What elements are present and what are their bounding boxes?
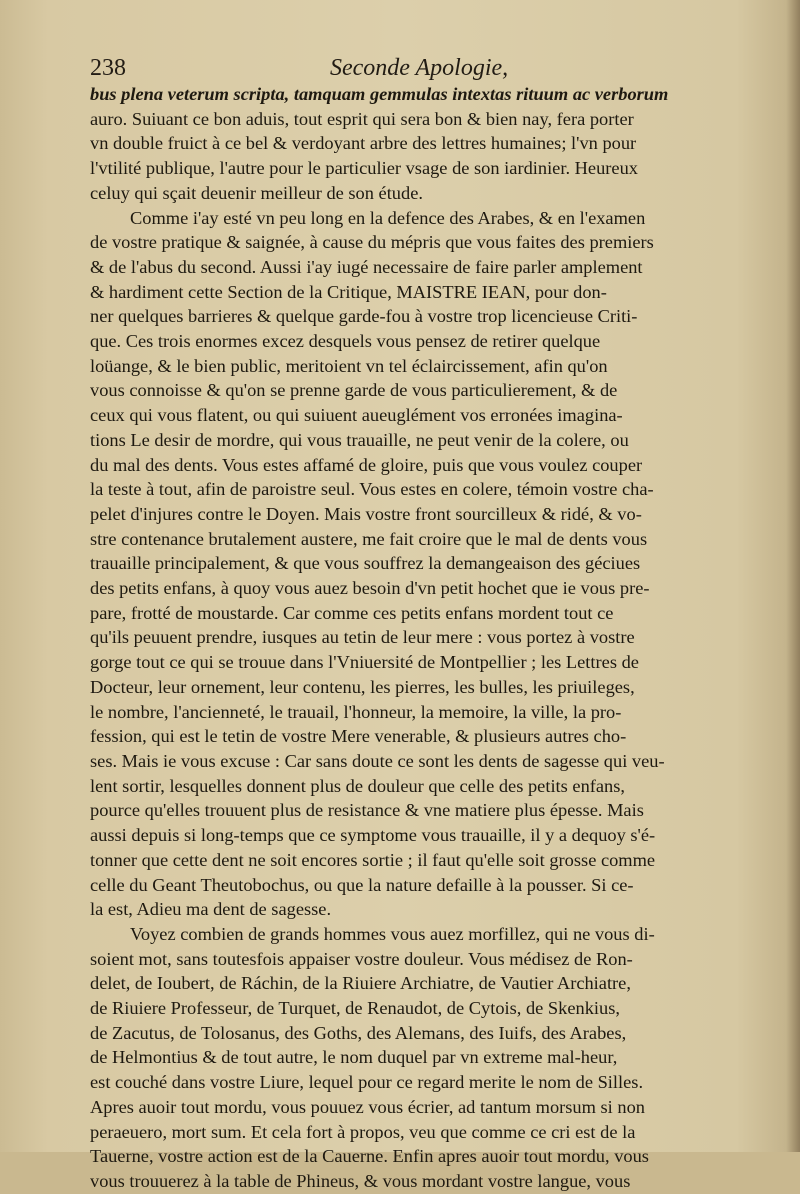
text-line: trauaille principalement, & que vous souffrez la demangeaison des géciues bbox=[90, 553, 641, 574]
text-line: que. Ces trois enormes excez desquels vous pensez de retirer quelque bbox=[90, 331, 601, 352]
text-line: celuy qui sçait deuenir meilleur de son étude. bbox=[90, 182, 423, 203]
text-line: celle du Geant Theutobochus, ou que la nature defaille à la pousser. Si ce- bbox=[90, 874, 634, 895]
text-line: la est, Adieu ma dent de sagesse. bbox=[90, 899, 332, 920]
page-number: 238 bbox=[90, 55, 126, 81]
text-line: est couché dans vostre Liure, lequel pour ce regard merite le nom de Silles. bbox=[90, 1072, 644, 1093]
text-line: ner quelques barrieres & quelque garde-fou à vostre trop licencieuse Criti- bbox=[90, 306, 638, 327]
text-line: vn double fruict à ce bel & verdoyant arbre des lettres humaines; l'vn pour bbox=[90, 133, 637, 154]
text-line: fession, qui est le tetin de vostre Mere venerable, & plusieurs autres cho- bbox=[90, 726, 627, 747]
text-line: tonner que cette dent ne soit encores sortie ; il faut qu'elle soit grosse comme bbox=[90, 849, 656, 870]
text-line: pare, frotté de moustarde. Car comme ces petits enfans mordent tout ce bbox=[90, 602, 614, 623]
text-line: Apres auoir tout mordu, vous pouuez vous écrier, ad tantum morsum si non bbox=[90, 1096, 645, 1117]
text-line: tions Le desir de mordre, qui vous trauaille, ne peut venir de la colere, ou bbox=[90, 429, 629, 450]
text-line: qu'ils peuuent prendre, iusques au tetin de leur mere : vous portez à vostre bbox=[90, 627, 635, 648]
text-line: de Helmontius & de tout autre, le nom duquel par vn extreme mal-heur, bbox=[90, 1047, 618, 1068]
text-line: stre contenance brutalement austere, me fait croire que le mal de dents vous bbox=[90, 528, 648, 549]
text-line: ceux qui vous flatent, ou qui suiuent aueuglément vos erronées imagina- bbox=[90, 405, 623, 426]
text-line: lent sortir, lesquelles donnent plus de douleur que celle des petits enfans, bbox=[90, 775, 626, 796]
text-line: Tauerne, vostre action est de la Cauerne. Enfin apres auoir tout mordu, vous bbox=[90, 1146, 649, 1167]
text-line: ses. Mais ie vous excuse : Car sans doute ce sont les dents de sagesse qui veu- bbox=[90, 750, 665, 771]
text-line: de vostre pratique & saignée, à cause du mépris que vous faites des premiers bbox=[90, 232, 654, 253]
text-line: Docteur, leur ornement, leur contenu, les pierres, les bulles, les priuileges, bbox=[90, 676, 635, 697]
text-line: loüange, & le bien public, meritoient vn tel éclaircissement, afin qu'on bbox=[90, 355, 608, 376]
text-line: & de l'abus du second. Aussi i'ay iugé necessaire de faire parler amplement bbox=[90, 256, 643, 277]
text-line: auro. Suiuant ce bon aduis, tout esprit qui sera bon & bien nay, fera porter bbox=[90, 108, 634, 129]
text-line: Comme i'ay esté vn peu long en la defence des Arabes, & en l'examen bbox=[130, 207, 646, 228]
text-line: du mal des dents. Vous estes affamé de gloire, puis que vous voulez couper bbox=[90, 454, 643, 475]
text-line: de Zacutus, de Tolosanus, des Goths, des Alemans, des Iuifs, des Arabes, bbox=[90, 1022, 627, 1043]
text-line: pelet d'injures contre le Doyen. Mais vostre front sourcilleux & ridé, & vo- bbox=[90, 503, 642, 524]
text-line: gorge tout ce qui se trouue dans l'Vniuersité de Montpellier ; les Lettres de bbox=[90, 652, 639, 673]
text-line: soient mot, sans toutesfois appaiser vostre douleur. Vous médisez de Ron- bbox=[90, 948, 633, 969]
text-line: la teste à tout, afin de paroistre seul. Vous estes en colere, témoin vostre cha- bbox=[90, 479, 654, 500]
running-title: Seconde Apologie, bbox=[330, 55, 509, 81]
text-line: le nombre, l'ancienneté, le trauail, l'honneur, la memoire, la ville, la pro- bbox=[90, 701, 622, 722]
text-line: des petits enfans, à quoy vous auez besoin d'vn petit hochet que ie vous pre- bbox=[90, 578, 650, 599]
text-line: Voyez combien de grands hommes vous auez morfillez, qui ne vous di- bbox=[130, 923, 655, 944]
text-line: l'vtilité publique, l'autre pour le particulier vsage de son iardinier. Heureux bbox=[90, 158, 638, 179]
text-line: aussi depuis si long-temps que ce symptome vous trauaille, il y a dequoy s'é- bbox=[90, 825, 656, 846]
text-line: & hardiment cette Section de la Critique, MAISTRE IEAN, pour don- bbox=[90, 281, 607, 302]
text-line: bus plena veterum scripta, tamquam gemmulas intextas rituum ac verborum bbox=[90, 84, 669, 104]
body-text bbox=[90, 82, 730, 1194]
text-line: delet, de Ioubert, de Ráchin, de la Riuiere Archiatre, de Vautier Archiatre, bbox=[90, 973, 631, 994]
text-line: pource qu'elles trouuent plus de resistance & vne matiere plus épesse. Mais bbox=[90, 800, 644, 821]
text-line: vous connoisse & qu'on se prenne garde de vous particulierement, & de bbox=[90, 380, 618, 401]
text-line: de Riuiere Professeur, de Turquet, de Renaudot, de Cytois, de Skenkius, bbox=[90, 998, 620, 1019]
text-line: peraeuero, mort sum. Et cela fort à propos, veu que comme ce cri est de la bbox=[90, 1121, 636, 1142]
text-line: vous trouuerez à la table de Phineus, & vous mordant vostre langue, vous bbox=[90, 1170, 631, 1191]
